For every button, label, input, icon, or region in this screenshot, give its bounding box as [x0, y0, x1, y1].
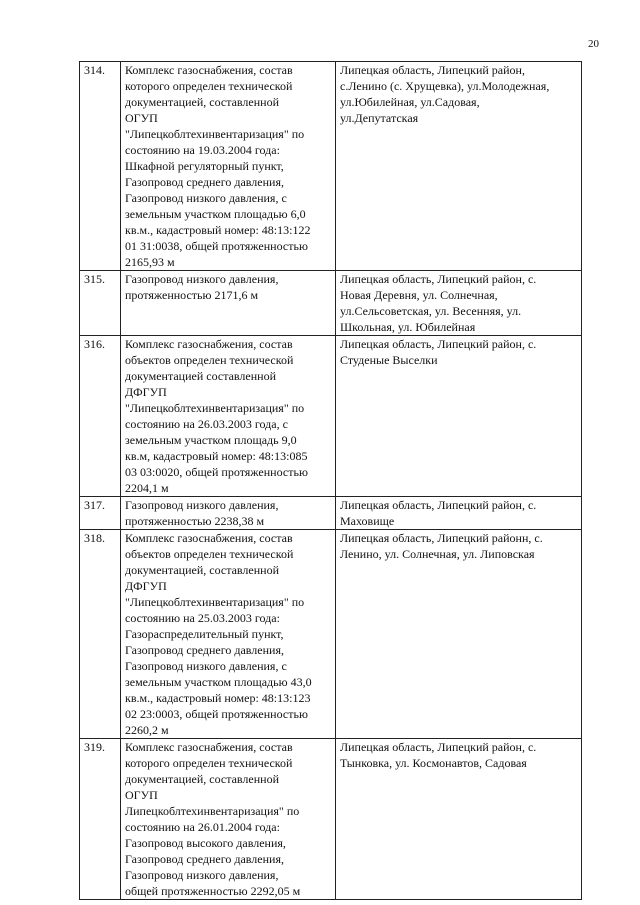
description-line: Газопровод среднего давления, [125, 852, 284, 866]
description-line: Комплекс газоснабжения, состав [125, 63, 293, 77]
description-line: состоянию на 25.03.2003 года: [125, 611, 280, 625]
row-number: 319. [84, 740, 105, 754]
address-line: с.Ленино (с. Хрущевка), ул.Молодежная, [340, 79, 550, 93]
description-line: Липецкоблтехинвентаризация" по [125, 804, 300, 818]
description-line: документацией, составленной [125, 563, 280, 577]
object-description-cell [121, 271, 336, 336]
description-line: протяженностью 2238,38 м [125, 514, 265, 528]
description-line: общей протяженностью 2292,05 м [125, 884, 301, 898]
object-address-cell [336, 497, 582, 530]
row-number: 317. [84, 498, 105, 512]
description-line: Газопровод среднего давления, [125, 175, 284, 189]
object-address-cell [336, 739, 582, 900]
description-line: "Липецкоблтехинвентаризация" по [125, 401, 305, 415]
description-line: ДФГУП [125, 579, 167, 593]
description-line: 2260,2 м [125, 723, 169, 737]
table-row [80, 336, 582, 497]
object-address-cell [336, 530, 582, 739]
description-line: "Липецкоблтехинвентаризация" по [125, 127, 305, 141]
row-number-cell [80, 271, 121, 336]
row-number-cell [80, 62, 121, 271]
address-line: Липецкая область, Липецкий район, с. [340, 337, 537, 351]
description-line: документацией составленной [125, 369, 277, 383]
description-line: Газопровод среднего давления, [125, 643, 284, 657]
address-line: Липецкая область, Липецкий район, с. [340, 272, 537, 286]
description-line: состоянию на 19.03.2004 года: [125, 143, 280, 157]
object-address-cell [336, 62, 582, 271]
row-number-cell [80, 739, 121, 900]
address-line: ул.Юбилейная, ул.Садовая, [340, 95, 480, 109]
description-line: состоянию на 26.03.2003 года, с [125, 417, 288, 431]
address-line: Школьная, ул. Юбилейная [340, 320, 476, 334]
address-line: Липецкая область, Липецкий районн, с. [340, 531, 543, 545]
description-line: земельным участком площадью 6,0 [125, 207, 306, 221]
description-line: Газопровод низкого давления, [125, 498, 279, 512]
address-line: Липецкая область, Липецкий район, с. [340, 498, 537, 512]
description-line: 03 03:0020, общей протяженностью [125, 465, 308, 479]
description-line: Газопровод низкого давления, [125, 868, 279, 882]
description-line: кв.м, кадастровый номер: 48:13:085 [125, 449, 308, 463]
address-line: Тынковка, ул. Космонавтов, Садовая [340, 756, 527, 770]
description-line: Газопровод низкого давления, с [125, 191, 287, 205]
address-line: Ленино, ул. Солнечная, ул. Липовская [340, 547, 535, 561]
description-line: Комплекс газоснабжения, состав [125, 531, 293, 545]
row-number-cell [80, 497, 121, 530]
description-line: 02 23:0003, общей протяженностью [125, 707, 308, 721]
table-row [80, 62, 582, 271]
address-line: Липецкая область, Липецкий район, с. [340, 740, 537, 754]
object-address-cell [336, 271, 582, 336]
page-number: 20 [588, 38, 599, 50]
description-line: Шкафной регуляторный пункт, [125, 159, 284, 173]
description-line: Комплекс газоснабжения, состав [125, 337, 293, 351]
description-line: кв.м., кадастровый номер: 48:13:123 [125, 691, 311, 705]
table-row [80, 271, 582, 336]
description-line: Газопровод высокого давления, [125, 836, 286, 850]
description-line: 2204,1 м [125, 481, 169, 495]
description-line: документацией, составленной [125, 772, 280, 786]
description-line: ДФГУП [125, 385, 167, 399]
address-line: ул.Сельсоветская, ул. Весенняя, ул. [340, 304, 522, 318]
description-line: кв.м., кадастровый номер: 48:13:122 [125, 223, 311, 237]
address-line: Студеные Выселки [340, 353, 438, 367]
address-line: Новая Деревня, ул. Солнечная, [340, 288, 498, 302]
address-line: Липецкая область, Липецкий район, [340, 63, 525, 77]
description-line: 01 31:0038, общей протяженностью [125, 239, 308, 253]
description-line: состоянию на 26.01.2004 года: [125, 820, 280, 834]
table-row [80, 497, 582, 530]
object-description-cell [121, 62, 336, 271]
row-number: 318. [84, 531, 105, 545]
address-line: ул.Депутатская [340, 111, 419, 125]
object-description-cell [121, 336, 336, 497]
description-line: земельным участком площадью 43,0 [125, 675, 312, 689]
description-line: земельным участком площадь 9,0 [125, 433, 297, 447]
object-description-cell [121, 530, 336, 739]
registry-table [79, 61, 582, 900]
address-line: Маховище [340, 514, 395, 528]
description-line: объектов определен технической [125, 353, 294, 367]
description-line: которого определен технической [125, 756, 293, 770]
description-line: Газораспределительный пункт, [125, 627, 284, 641]
table-row [80, 530, 582, 739]
object-address-cell [336, 336, 582, 497]
description-line: ОГУП [125, 788, 158, 802]
row-number: 316. [84, 337, 105, 351]
table-row [80, 739, 582, 900]
row-number: 315. [84, 272, 105, 286]
description-line: которого определен технической [125, 79, 293, 93]
description-line: "Липецкоблтехинвентаризация" по [125, 595, 305, 609]
description-line: объектов определен технической [125, 547, 294, 561]
description-line: ОГУП [125, 111, 158, 125]
row-number-cell [80, 336, 121, 497]
registry-table-body [80, 62, 582, 900]
description-line: Газопровод низкого давления, [125, 272, 279, 286]
description-line: 2165,93 м [125, 255, 175, 269]
row-number: 314. [84, 63, 105, 77]
description-line: Комплекс газоснабжения, состав [125, 740, 293, 754]
description-line: документацией, составленной [125, 95, 280, 109]
row-number-cell [80, 530, 121, 739]
description-line: Газопровод низкого давления, с [125, 659, 287, 673]
object-description-cell [121, 497, 336, 530]
object-description-cell [121, 739, 336, 900]
description-line: протяженностью 2171,6 м [125, 288, 259, 302]
